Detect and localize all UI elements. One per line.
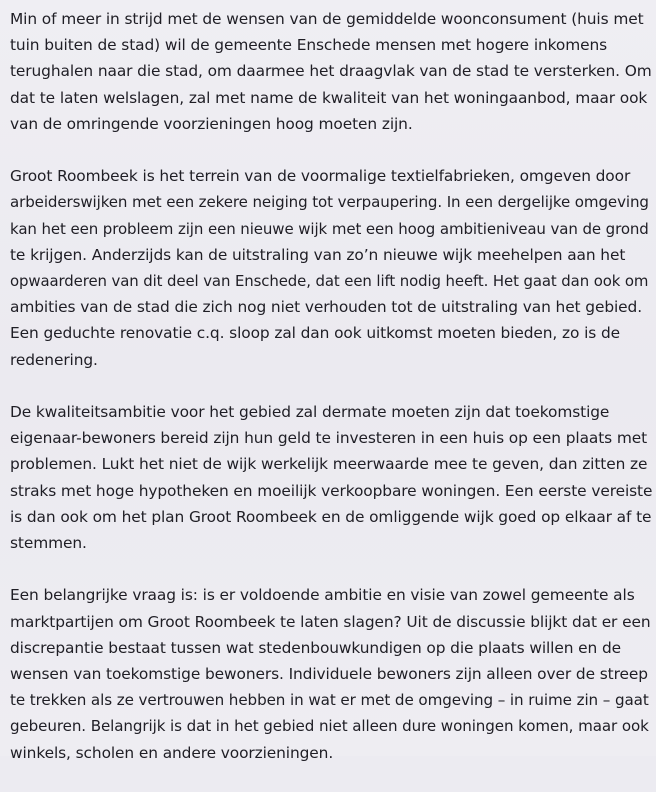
text-line: opwaarderen van dit deel van Enschede, dat een lift nodig heeft. Het gaat dan ook om <box>10 272 649 291</box>
body-text <box>10 6 652 792</box>
text-line: te krijgen. Anderzijds kan de uitstraling van zo’n nieuwe wijk meehelpen aan het <box>10 245 626 264</box>
text-line: is dan ook om het plan Groot Roombeek en de omliggende wijk goed op elkaar af te <box>10 507 652 526</box>
text-line: discrepantie bestaat tussen wat stedenbouwkundigen op die plaats willen en de <box>10 638 622 657</box>
text-line: problemen. Lukt het niet de wijk werkelijk meerwaarde mee te geven, dan zitten ze <box>10 455 648 474</box>
text-line: winkels, scholen en andere voorzieningen. <box>10 743 334 762</box>
text-line: gebeuren. Belangrijk is dat in het gebied niet alleen dure woningen komen, maar ook <box>10 717 649 736</box>
text-line: redenering. <box>10 350 98 369</box>
text-line: terughalen naar die stad, om daarmee het draagvlak van de stad te versterken. Om <box>10 62 652 81</box>
paragraph-3 <box>10 399 652 556</box>
text-line: arbeiderswijken met een zekere neiging tot verpaupering. In een dergelijke omgeving <box>10 193 649 212</box>
paragraph-2 <box>10 163 652 373</box>
text-line: Min of meer in strijd met de wensen van de gemiddelde woonconsument (huis met <box>10 10 644 28</box>
text-line: dat te laten welslagen, zal met name de kwaliteit van het woningaanbod, maar ook <box>10 88 648 107</box>
paragraph-4 <box>10 582 652 765</box>
text-line: tuin buiten de stad) wil de gemeente Enschede mensen met hogere inkomens <box>10 36 608 55</box>
text-line: De kwaliteitsambitie voor het gebied zal dermate moeten zijn dat toekomstige <box>10 403 610 422</box>
paragraph-1 <box>10 6 652 137</box>
text-line: kan het een probleem zijn een nieuwe wijk met een hoog ambitieniveau van de grond <box>10 219 649 238</box>
text-line: Een belangrijke vraag is: is er voldoende ambitie en visie van zowel gemeente als <box>10 586 635 605</box>
text-line: marktpartijen om Groot Roombeek te laten slagen? Uit de discussie blijkt dat er een <box>10 612 651 631</box>
text-line: te trekken als ze vertrouwen hebben in wat er met de omgeving – in ruime zin – gaat <box>10 691 649 710</box>
text-line: ambities van de stad die zich nog niet verhouden tot de uitstraling van het gebied. <box>10 298 642 317</box>
text-line: stemmen. <box>10 534 87 553</box>
text-line: eigenaar-bewoners bereid zijn hun geld te investeren in een huis op een plaats met <box>10 429 648 448</box>
text-line: Een geduchte renovatie c.q. sloop zal dan ook uitkomst moeten bieden, zo is de <box>10 324 621 343</box>
text-line: Groot Roombeek is het terrein van de voormalige textielfabrieken, omgeven door <box>10 167 631 186</box>
text-line: straks met hoge hypotheken en moeilijk verkoopbare woningen. Een eerste vereiste <box>10 481 653 500</box>
text-line: wensen van toekomstige bewoners. Individuele bewoners zijn alleen over de streep <box>10 665 648 684</box>
text-line: van de omringende voorzieningen hoog moeten zijn. <box>10 114 413 133</box>
